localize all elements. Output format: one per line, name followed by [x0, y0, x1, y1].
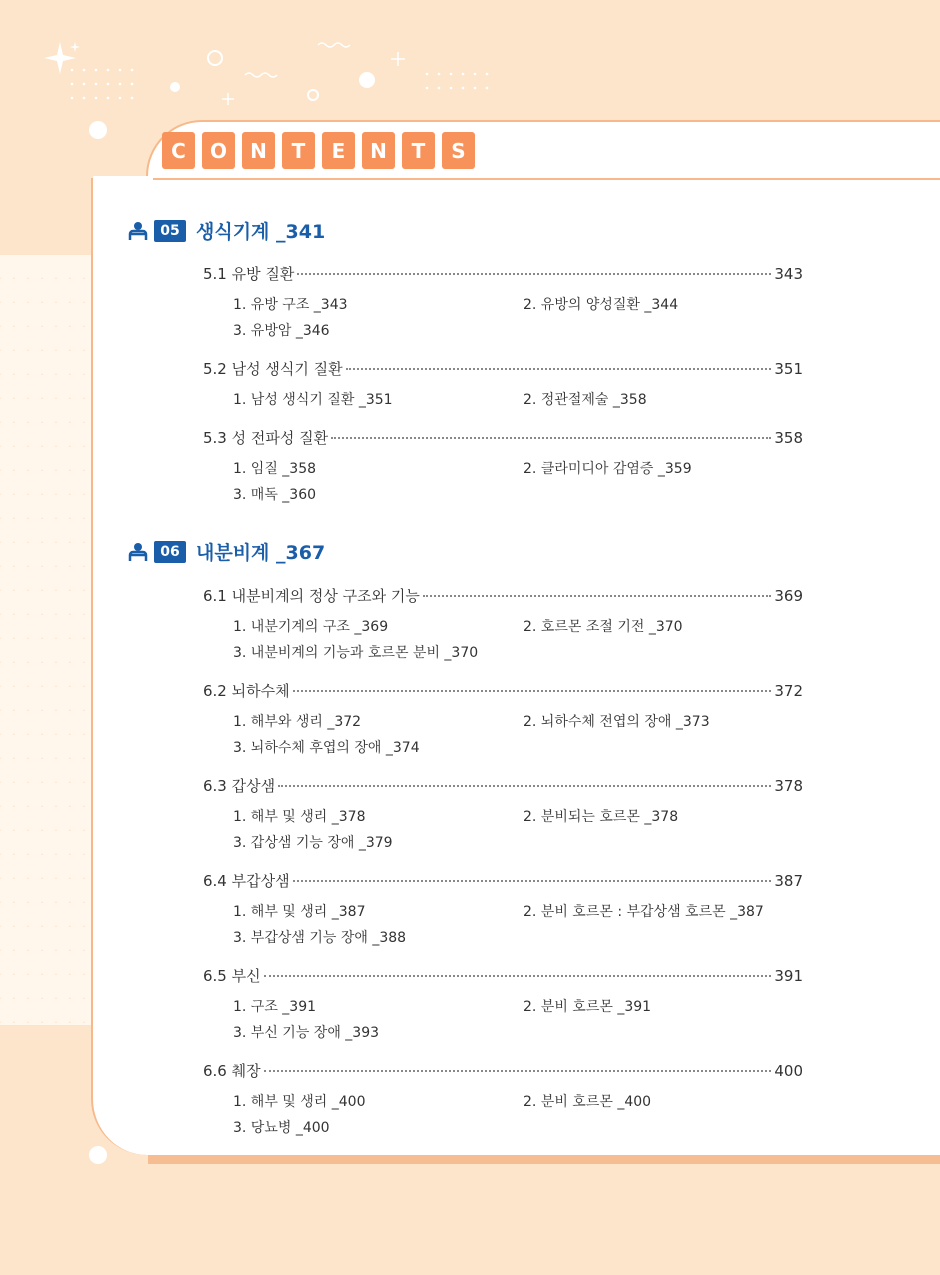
- section-title: 6.5 부신: [203, 967, 261, 985]
- chapter-number: 05: [154, 220, 186, 242]
- section-title: 6.2 뇌하수체: [203, 682, 290, 700]
- subsection-item[interactable]: 2. 정관절제술 _358: [523, 392, 647, 408]
- dot-leader: [331, 437, 771, 439]
- subsection-item[interactable]: 1. 해부 및 생리 _378: [233, 809, 366, 825]
- chapter-heading[interactable]: [127, 217, 325, 244]
- contents-card: [91, 178, 940, 1155]
- section-title: 6.6 췌장: [203, 1062, 261, 1080]
- heading-letter: N: [362, 132, 395, 169]
- person-icon: [127, 541, 149, 563]
- dot-leader: [346, 368, 772, 370]
- heading-letter: C: [162, 132, 195, 169]
- dot-leader: [423, 595, 772, 597]
- section-page: 351: [774, 360, 803, 378]
- dot-grid-right: [425, 72, 495, 106]
- section-entry[interactable]: [203, 775, 803, 796]
- section-page: 369: [774, 587, 803, 605]
- circle-decoration: [89, 121, 107, 139]
- contents-heading: [162, 132, 475, 169]
- chapter-title: 내분비계 _367: [196, 542, 326, 564]
- subsection-item[interactable]: 3. 유방암 _346: [233, 323, 330, 339]
- section-entry[interactable]: [203, 427, 803, 448]
- section-title: 5.3 성 전파성 질환: [203, 429, 329, 447]
- background-pattern: [0, 255, 92, 1025]
- section-title: 5.1 유방 질환: [203, 265, 295, 283]
- subsection-item[interactable]: 3. 갑상샘 기능 장애 _379: [233, 835, 393, 851]
- shapes-decoration: [160, 35, 420, 115]
- subsection-item[interactable]: 2. 분비 호르몬 _400: [523, 1094, 652, 1110]
- section-entry[interactable]: [203, 358, 803, 379]
- dot-leader: [278, 785, 771, 787]
- subsection-item[interactable]: 2. 뇌하수체 전엽의 장애 _373: [523, 714, 710, 730]
- section-entry[interactable]: [203, 965, 803, 986]
- subsection-item[interactable]: 3. 매독 _360: [233, 487, 317, 503]
- heading-letter: T: [282, 132, 315, 169]
- subsection-item[interactable]: 2. 분비 호르몬 : 부갑상샘 호르몬 _387: [523, 904, 764, 920]
- section-title: 6.1 내분비계의 정상 구조와 기능: [203, 587, 420, 605]
- subsection-item[interactable]: 1. 유방 구조 _343: [233, 297, 348, 313]
- subsection-item[interactable]: 2. 호르몬 조절 기전 _370: [523, 619, 683, 635]
- subsection-item[interactable]: 2. 분비 호르몬 _391: [523, 999, 652, 1015]
- heading-letter: S: [442, 132, 475, 169]
- dot-leader: [264, 975, 772, 977]
- subsection-item[interactable]: 2. 클라미디아 감염증 _359: [523, 461, 692, 477]
- section-page: 358: [774, 429, 803, 447]
- section-page: 391: [774, 967, 803, 985]
- heading-letter: T: [402, 132, 435, 169]
- section-page: 343: [774, 265, 803, 283]
- subsection-item[interactable]: 3. 부갑상샘 기능 장애 _388: [233, 930, 407, 946]
- section-entry[interactable]: [203, 1060, 803, 1081]
- chapter-heading[interactable]: [127, 538, 325, 565]
- section-entry[interactable]: [203, 870, 803, 891]
- dot-leader: [264, 1070, 772, 1072]
- subsection-item[interactable]: 1. 임질 _358: [233, 461, 317, 477]
- section-page: 387: [774, 872, 803, 890]
- subsection-item[interactable]: 3. 당뇨병 _400: [233, 1120, 330, 1136]
- subsection-item[interactable]: 3. 부신 기능 장애 _393: [233, 1025, 380, 1041]
- subsection-item[interactable]: 1. 내분기계의 구조 _369: [233, 619, 389, 635]
- chapter-title: 생식기계 _341: [196, 221, 326, 243]
- subsection-item[interactable]: 1. 해부 및 생리 _400: [233, 1094, 366, 1110]
- heading-letter: E: [322, 132, 355, 169]
- circle-decoration: [89, 1146, 107, 1164]
- section-entry[interactable]: [203, 263, 803, 284]
- subsection-item[interactable]: 1. 남성 생식기 질환 _351: [233, 392, 393, 408]
- chapter-number: 06: [154, 541, 186, 563]
- subsection-item[interactable]: 3. 내분비계의 기능과 호르몬 분비 _370: [233, 645, 479, 661]
- heading-letter: N: [242, 132, 275, 169]
- subsection-item[interactable]: 3. 뇌하수체 후엽의 장애 _374: [233, 740, 420, 756]
- dot-leader: [293, 880, 772, 882]
- section-entry[interactable]: [203, 585, 803, 606]
- section-page: 378: [774, 777, 803, 795]
- section-title: 6.4 부갑상샘: [203, 872, 290, 890]
- subsection-item[interactable]: 2. 유방의 양성질환 _344: [523, 297, 679, 313]
- dot-grid-left: [70, 68, 140, 102]
- subsection-item[interactable]: 2. 분비되는 호르몬 _378: [523, 809, 679, 825]
- dot-leader: [297, 273, 771, 275]
- subsection-item[interactable]: 1. 구조 _391: [233, 999, 317, 1015]
- subsection-item[interactable]: 1. 해부와 생리 _372: [233, 714, 362, 730]
- dot-leader: [293, 690, 772, 692]
- heading-letter: O: [202, 132, 235, 169]
- subsection-item[interactable]: 1. 해부 및 생리 _387: [233, 904, 366, 920]
- section-page: 400: [774, 1062, 803, 1080]
- section-title: 5.2 남성 생식기 질환: [203, 360, 343, 378]
- section-page: 372: [774, 682, 803, 700]
- section-title: 6.3 갑상샘: [203, 777, 276, 795]
- person-icon: [127, 220, 149, 242]
- section-entry[interactable]: [203, 680, 803, 701]
